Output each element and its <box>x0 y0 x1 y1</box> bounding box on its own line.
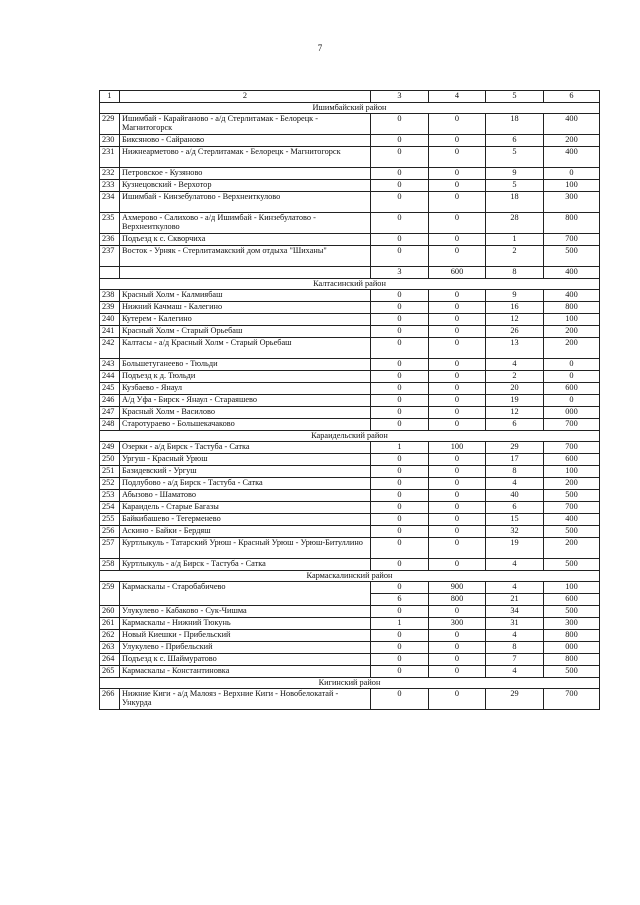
value-cell-5: 40 <box>486 490 544 502</box>
value-cell-6: 700 <box>544 502 600 514</box>
road-name-cell: Ахмерово - Салихово - а/д Ишимбай - Кинзебулатово - Верхнеиткулово <box>120 213 371 234</box>
value-cell-4: 0 <box>429 642 486 654</box>
road-name-cell: Новый Киешки - Прибельский <box>120 630 371 642</box>
row-number-cell: 258 <box>100 559 120 571</box>
value-cell-3: 0 <box>371 213 429 234</box>
row-number-cell: 250 <box>100 454 120 466</box>
value-cell-3: 0 <box>371 642 429 654</box>
value-cell-5: 2 <box>486 371 544 383</box>
district-title: Ишимбайский район <box>100 103 600 114</box>
value-cell-3: 0 <box>371 338 429 359</box>
value-cell-5: 12 <box>486 407 544 419</box>
value-cell-5: 32 <box>486 526 544 538</box>
value-cell-4: 0 <box>429 490 486 502</box>
row-number-cell: 240 <box>100 314 120 326</box>
value-cell-3: 0 <box>371 606 429 618</box>
roads-table <box>99 90 600 710</box>
road-name-cell: Кузнецовский - Верхотор <box>120 180 371 192</box>
value-cell-5: 20 <box>486 383 544 395</box>
value-cell-6: 0 <box>544 168 600 180</box>
value-cell-6: 100 <box>544 314 600 326</box>
value-cell-4: 0 <box>429 478 486 490</box>
table-row <box>100 502 600 514</box>
row-number-cell: 254 <box>100 502 120 514</box>
road-name-cell: Биксяново - Сайраново <box>120 135 371 147</box>
table-row <box>100 359 600 371</box>
value-cell-3: 0 <box>371 290 429 302</box>
table-row <box>100 338 600 359</box>
table-row <box>100 514 600 526</box>
road-name-cell: Калтасы - а/д Красный Холм - Старый Орьебаш <box>120 338 371 359</box>
value-cell-5: 26 <box>486 326 544 338</box>
value-cell-3: 3 <box>371 267 429 279</box>
value-cell-6: 700 <box>544 419 600 431</box>
value-cell-6: 600 <box>544 454 600 466</box>
road-name-cell: Кутерем - Калегино <box>120 314 371 326</box>
value-cell-3: 0 <box>371 114 429 135</box>
row-number-cell: 248 <box>100 419 120 431</box>
value-cell-5: 4 <box>486 582 544 594</box>
road-name-cell: Ишимбай - Карайганово - а/д Стерлитамак - Белорецк - Магнитогорск <box>120 114 371 135</box>
value-cell-4: 0 <box>429 234 486 246</box>
value-cell-5: 18 <box>486 114 544 135</box>
value-cell-3: 0 <box>371 419 429 431</box>
value-cell-6: 100 <box>544 466 600 478</box>
value-cell-5: 6 <box>486 419 544 431</box>
value-cell-3: 0 <box>371 395 429 407</box>
row-number-cell: 236 <box>100 234 120 246</box>
value-cell-3: 0 <box>371 326 429 338</box>
value-cell-5: 6 <box>486 502 544 514</box>
value-cell-6: 0 <box>544 359 600 371</box>
table-row <box>100 290 600 302</box>
road-name-cell: Куртлыкуль - а/д Бирск - Тастуба - Сатка <box>120 559 371 571</box>
value-cell-5: 8 <box>486 267 544 279</box>
district-header-row <box>100 103 600 114</box>
row-number-cell: 260 <box>100 606 120 618</box>
value-cell-4: 0 <box>429 192 486 213</box>
table-row <box>100 642 600 654</box>
row-number-cell: 243 <box>100 359 120 371</box>
row-number-cell: 265 <box>100 666 120 678</box>
table-row <box>100 192 600 213</box>
value-cell-5: 31 <box>486 618 544 630</box>
table-row <box>100 407 600 419</box>
table-row <box>100 442 600 454</box>
table-row <box>100 147 600 168</box>
value-cell-4: 0 <box>429 407 486 419</box>
value-cell-6: 800 <box>544 302 600 314</box>
row-number-cell: 266 <box>100 689 120 710</box>
value-cell-5: 19 <box>486 395 544 407</box>
table-row <box>100 466 600 478</box>
table-row <box>100 478 600 490</box>
value-cell-6: 400 <box>544 514 600 526</box>
value-cell-3: 0 <box>371 147 429 168</box>
value-cell-6: 000 <box>544 642 600 654</box>
road-name-cell: Кармаскалы - Константиновка <box>120 666 371 678</box>
road-name-cell: Старотураево - Большекачаково <box>120 419 371 431</box>
value-cell-3: 0 <box>371 234 429 246</box>
table-row <box>100 689 600 710</box>
value-cell-4: 0 <box>429 213 486 234</box>
road-name-cell: Кармаскалы - Старобабичево <box>120 582 371 606</box>
table-row <box>100 314 600 326</box>
value-cell-5: 12 <box>486 314 544 326</box>
row-number-cell: 255 <box>100 514 120 526</box>
value-cell-4: 0 <box>429 359 486 371</box>
value-cell-6: 400 <box>544 147 600 168</box>
table-row <box>100 618 600 630</box>
value-cell-3: 0 <box>371 538 429 559</box>
table-row <box>100 213 600 234</box>
value-cell-4: 0 <box>429 114 486 135</box>
value-cell-3: 1 <box>371 618 429 630</box>
value-cell-6: 100 <box>544 582 600 594</box>
row-number-cell: 259 <box>100 582 120 606</box>
value-cell-5: 29 <box>486 689 544 710</box>
value-cell-3: 0 <box>371 514 429 526</box>
value-cell-6: 400 <box>544 267 600 279</box>
row-number-cell: 253 <box>100 490 120 502</box>
value-cell-4: 900 <box>429 582 486 594</box>
road-name-cell: Красный Холм - Старый Орьебаш <box>120 326 371 338</box>
value-cell-3: 0 <box>371 526 429 538</box>
row-number-cell: 233 <box>100 180 120 192</box>
value-cell-3: 0 <box>371 654 429 666</box>
value-cell-3: 0 <box>371 168 429 180</box>
value-cell-6: 300 <box>544 192 600 213</box>
value-cell-3: 0 <box>371 490 429 502</box>
value-cell-5: 15 <box>486 514 544 526</box>
value-cell-5: 7 <box>486 654 544 666</box>
value-cell-4: 0 <box>429 514 486 526</box>
header-cell: 3 <box>371 91 429 103</box>
value-cell-6: 500 <box>544 490 600 502</box>
value-cell-3: 0 <box>371 466 429 478</box>
value-cell-4: 0 <box>429 419 486 431</box>
table-row <box>100 267 600 279</box>
value-cell-3: 0 <box>371 314 429 326</box>
road-name-cell: Красный Холм - Василово <box>120 407 371 419</box>
table-row <box>100 419 600 431</box>
value-cell-3: 0 <box>371 383 429 395</box>
table-row <box>100 302 600 314</box>
road-name-cell: Подъезд к д. Тюльди <box>120 371 371 383</box>
value-cell-3: 0 <box>371 454 429 466</box>
value-cell-5: 4 <box>486 359 544 371</box>
road-name-cell: Восток - Урняк - Стерлитамакский дом отдыха "Шиханы" <box>120 246 371 267</box>
row-number-cell: 264 <box>100 654 120 666</box>
row-number-cell <box>100 267 120 279</box>
table-row <box>100 180 600 192</box>
value-cell-4: 0 <box>429 135 486 147</box>
value-cell-4: 0 <box>429 326 486 338</box>
value-cell-5: 6 <box>486 135 544 147</box>
table-row <box>100 326 600 338</box>
value-cell-6: 500 <box>544 246 600 267</box>
value-cell-4: 0 <box>429 246 486 267</box>
value-cell-3: 0 <box>371 666 429 678</box>
road-name-cell: Нижнеарметово - а/д Стерлитамак - Белорецк - Магнитогорск <box>120 147 371 168</box>
district-title: Калтасинский район <box>100 279 600 290</box>
table-row <box>100 526 600 538</box>
value-cell-5: 18 <box>486 192 544 213</box>
road-name-cell: Подъезд к с. Скворчиха <box>120 234 371 246</box>
value-cell-5: 17 <box>486 454 544 466</box>
row-number-cell: 230 <box>100 135 120 147</box>
table-row <box>100 114 600 135</box>
value-cell-5: 5 <box>486 147 544 168</box>
value-cell-6: 800 <box>544 654 600 666</box>
value-cell-4: 0 <box>429 302 486 314</box>
value-cell-6: 800 <box>544 630 600 642</box>
value-cell-6: 700 <box>544 689 600 710</box>
district-title: Караидельский район <box>100 431 600 442</box>
value-cell-6: 400 <box>544 290 600 302</box>
table-row <box>100 582 600 594</box>
table-row <box>100 666 600 678</box>
table-row <box>100 454 600 466</box>
table-row <box>100 490 600 502</box>
district-header-row <box>100 571 600 582</box>
value-cell-3: 0 <box>371 478 429 490</box>
header-cell: 6 <box>544 91 600 103</box>
value-cell-4: 300 <box>429 618 486 630</box>
value-cell-5: 4 <box>486 630 544 642</box>
value-cell-4: 0 <box>429 371 486 383</box>
row-number-cell: 247 <box>100 407 120 419</box>
value-cell-3: 0 <box>371 407 429 419</box>
row-number-cell: 242 <box>100 338 120 359</box>
value-cell-6: 700 <box>544 442 600 454</box>
row-number-cell: 263 <box>100 642 120 654</box>
value-cell-5: 2 <box>486 246 544 267</box>
row-number-cell: 246 <box>100 395 120 407</box>
value-cell-6: 600 <box>544 383 600 395</box>
value-cell-3: 0 <box>371 630 429 642</box>
table-row <box>100 383 600 395</box>
value-cell-5: 9 <box>486 290 544 302</box>
value-cell-6: 200 <box>544 326 600 338</box>
value-cell-5: 4 <box>486 666 544 678</box>
value-cell-6: 300 <box>544 618 600 630</box>
table-row <box>100 371 600 383</box>
row-number-cell: 238 <box>100 290 120 302</box>
value-cell-5: 9 <box>486 168 544 180</box>
value-cell-5: 16 <box>486 302 544 314</box>
value-cell-4: 0 <box>429 538 486 559</box>
district-header-row <box>100 431 600 442</box>
row-number-cell: 262 <box>100 630 120 642</box>
road-name-cell: Ишимбай - Кинзебулатово - Верхнеиткулово <box>120 192 371 213</box>
value-cell-6: 200 <box>544 135 600 147</box>
value-cell-6: 800 <box>544 213 600 234</box>
header-cell: 2 <box>120 91 371 103</box>
row-number-cell: 241 <box>100 326 120 338</box>
road-name-cell: Базидевский - Ургуш <box>120 466 371 478</box>
value-cell-5: 19 <box>486 538 544 559</box>
header-cell: 5 <box>486 91 544 103</box>
value-cell-4: 0 <box>429 454 486 466</box>
row-number-cell: 229 <box>100 114 120 135</box>
value-cell-3: 0 <box>371 582 429 594</box>
table-row <box>100 630 600 642</box>
value-cell-6: 400 <box>544 114 600 135</box>
table-row <box>100 135 600 147</box>
value-cell-4: 0 <box>429 502 486 514</box>
value-cell-4: 0 <box>429 314 486 326</box>
header-row <box>100 91 600 103</box>
row-number-cell: 249 <box>100 442 120 454</box>
value-cell-6: 700 <box>544 234 600 246</box>
value-cell-6: 600 <box>544 594 600 606</box>
road-name-cell: Аскино - Байки - Бердяш <box>120 526 371 538</box>
value-cell-4: 0 <box>429 395 486 407</box>
table-row <box>100 654 600 666</box>
value-cell-5: 8 <box>486 642 544 654</box>
row-number-cell: 257 <box>100 538 120 559</box>
table-row <box>100 559 600 571</box>
row-number-cell: 239 <box>100 302 120 314</box>
value-cell-4: 800 <box>429 594 486 606</box>
road-name-cell: Большетуганеево - Тюльди <box>120 359 371 371</box>
value-cell-3: 0 <box>371 180 429 192</box>
table-row <box>100 168 600 180</box>
road-name-cell: А/д Уфа - Бирск - Янаул - Стараяшево <box>120 395 371 407</box>
value-cell-6: 200 <box>544 338 600 359</box>
value-cell-3: 1 <box>371 442 429 454</box>
value-cell-4: 0 <box>429 666 486 678</box>
road-name-cell: Красный Холм - Калмиябаш <box>120 290 371 302</box>
value-cell-3: 0 <box>371 192 429 213</box>
value-cell-5: 28 <box>486 213 544 234</box>
row-number-cell: 244 <box>100 371 120 383</box>
value-cell-6: 0 <box>544 371 600 383</box>
value-cell-6: 0 <box>544 395 600 407</box>
road-name-cell: Улукулево - Прибельский <box>120 642 371 654</box>
road-name-cell: Подлубово - а/д Бирск - Тастуба - Сатка <box>120 478 371 490</box>
value-cell-6: 500 <box>544 606 600 618</box>
value-cell-3: 0 <box>371 502 429 514</box>
value-cell-6: 200 <box>544 478 600 490</box>
value-cell-4: 0 <box>429 168 486 180</box>
value-cell-3: 6 <box>371 594 429 606</box>
value-cell-4: 0 <box>429 147 486 168</box>
value-cell-5: 4 <box>486 478 544 490</box>
value-cell-5: 5 <box>486 180 544 192</box>
value-cell-6: 100 <box>544 180 600 192</box>
road-name-cell: Улукулево - Кабаково - Сук-Чишма <box>120 606 371 618</box>
row-number-cell: 237 <box>100 246 120 267</box>
value-cell-3: 0 <box>371 246 429 267</box>
value-cell-6: 500 <box>544 526 600 538</box>
value-cell-4: 0 <box>429 559 486 571</box>
row-number-cell: 245 <box>100 383 120 395</box>
value-cell-4: 0 <box>429 630 486 642</box>
road-name-cell: Абызово - Шаматово <box>120 490 371 502</box>
value-cell-6: 000 <box>544 407 600 419</box>
value-cell-3: 0 <box>371 359 429 371</box>
road-name-cell: Озерки - а/д Бирск - Тастуба - Сатка <box>120 442 371 454</box>
page-number: 7 <box>317 43 323 53</box>
row-number-cell: 231 <box>100 147 120 168</box>
value-cell-5: 21 <box>486 594 544 606</box>
row-number-cell: 251 <box>100 466 120 478</box>
table-row <box>100 606 600 618</box>
road-name-cell <box>120 267 371 279</box>
row-number-cell: 234 <box>100 192 120 213</box>
value-cell-4: 0 <box>429 290 486 302</box>
road-name-cell: Байкибашево - Тегерменево <box>120 514 371 526</box>
value-cell-3: 0 <box>371 135 429 147</box>
road-name-cell: Караидель - Старые Багазы <box>120 502 371 514</box>
table-row <box>100 246 600 267</box>
value-cell-4: 600 <box>429 267 486 279</box>
value-cell-3: 0 <box>371 371 429 383</box>
road-name-cell: Кармаскалы - Нижний Тюкунь <box>120 618 371 630</box>
value-cell-4: 0 <box>429 654 486 666</box>
value-cell-4: 0 <box>429 526 486 538</box>
value-cell-5: 8 <box>486 466 544 478</box>
value-cell-6: 500 <box>544 666 600 678</box>
row-number-cell: 235 <box>100 213 120 234</box>
row-number-cell: 252 <box>100 478 120 490</box>
row-number-cell: 261 <box>100 618 120 630</box>
value-cell-4: 0 <box>429 466 486 478</box>
value-cell-3: 0 <box>371 559 429 571</box>
value-cell-5: 1 <box>486 234 544 246</box>
value-cell-3: 0 <box>371 302 429 314</box>
value-cell-4: 0 <box>429 689 486 710</box>
header-cell: 4 <box>429 91 486 103</box>
value-cell-4: 0 <box>429 383 486 395</box>
value-cell-6: 200 <box>544 538 600 559</box>
value-cell-4: 100 <box>429 442 486 454</box>
row-number-cell: 232 <box>100 168 120 180</box>
table-row <box>100 234 600 246</box>
district-title: Кигинский район <box>100 678 600 689</box>
value-cell-5: 4 <box>486 559 544 571</box>
road-name-cell: Петровское - Кузяново <box>120 168 371 180</box>
value-cell-3: 0 <box>371 689 429 710</box>
row-number-cell: 256 <box>100 526 120 538</box>
road-name-cell: Кузбаево - Янаул <box>120 383 371 395</box>
value-cell-5: 29 <box>486 442 544 454</box>
road-name-cell: Нижние Киги - а/д Малояз - Верхние Киги - Новобелокатай - Ункурда <box>120 689 371 710</box>
table-row <box>100 538 600 559</box>
header-cell: 1 <box>100 91 120 103</box>
road-name-cell: Подъезд к с. Шаймуратово <box>120 654 371 666</box>
road-name-cell: Нижний Качмаш - Калегино <box>120 302 371 314</box>
road-name-cell: Ургуш - Красный Урюш <box>120 454 371 466</box>
table-row <box>100 395 600 407</box>
value-cell-4: 0 <box>429 606 486 618</box>
value-cell-6: 500 <box>544 559 600 571</box>
district-header-row <box>100 678 600 689</box>
road-name-cell: Куртлыкуль - Татарский Урюш - Красный Урюш - Урюш-Битуллино <box>120 538 371 559</box>
value-cell-4: 0 <box>429 180 486 192</box>
value-cell-5: 13 <box>486 338 544 359</box>
value-cell-4: 0 <box>429 338 486 359</box>
value-cell-5: 34 <box>486 606 544 618</box>
district-title: Кармаскалинский район <box>100 571 600 582</box>
district-header-row <box>100 279 600 290</box>
